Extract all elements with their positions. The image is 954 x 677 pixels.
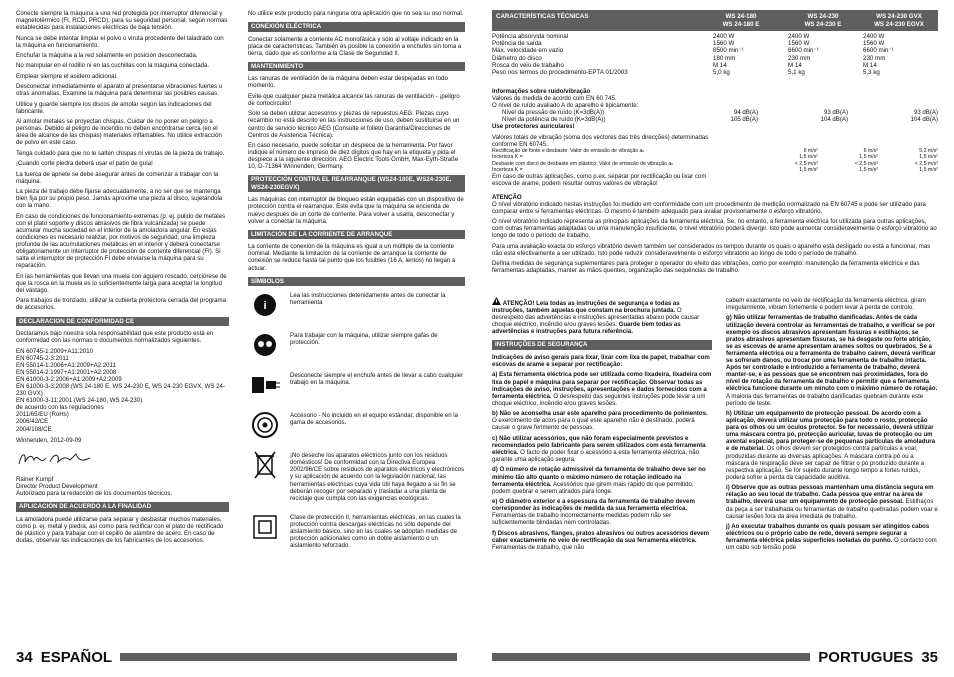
noise-intro-1: Valores de medida de acordo com EN 60 745.: [492, 95, 617, 103]
att-p3: Para uma avaliação exacta do esforço vibratório devem também ser considerados os tempos durante os quais o aparelho está desligado ou está a funcionar, mas não está efectivamente a ser utilizado. Isto pode reduzir consideravelmente o esforço vibratório ao longo de todo o período de trabalho.: [492, 242, 931, 257]
spec-row: [492, 55, 938, 62]
spec-value: 1560 W: [713, 40, 735, 48]
safety-list-2: [726, 297, 938, 551]
vib-value: 1,5 m/s²: [919, 154, 938, 161]
es-paragraph: Desconectar inmediatamente el aparato al presentarse vibraciones fuertes u otras anomalías. Examine la máquina para determinar las posibles causas.: [16, 83, 223, 98]
vib-value: 5,2 m/s²: [919, 147, 938, 154]
svg-text:i: i: [263, 300, 267, 313]
att-p2: O nível vibratório indicado representa as principais aplicações da ferramenta eléctrica. Se, no entanto, a ferramenta eléctrica for utilizada para outras aplicações, com outras ferramentas adaptadas ou uma manutenção insuficiente, o nível vibratório poderá divergir. Isto pode aumentar consideravelmente o esforço vibratório ao longo de todo o período de trabalho.: [492, 218, 937, 240]
vib-value: 1,5 m/s²: [919, 166, 938, 173]
noise-section: [492, 88, 938, 278]
signer-role: Director Product Development: [16, 482, 98, 490]
restart-title: PROTECCIÓN CONTRA EL REARRANQUE (WS24-180E, WS24-230E, WS24-230EGVX): [248, 175, 465, 192]
safety-text: O desrespeito das seguintes instruções pode levar a um choque eléctrico, incêndio e/ou graves lesões.: [492, 392, 706, 407]
weee-bin-icon: [248, 450, 282, 480]
conn-text: Conectar solamente a corriente AC monofásica y sólo al voltaje indicado en la placa de características. También es posible la conexión a enchufes sin toma a tierra, dado que es conforme a la Clase de Seguridad II.: [248, 35, 462, 57]
es-paragraph: En las herramientas que llevan una muela con agujero roscado, cerciórese de que la rosca en la muela es lo suficientemente larga para aceptar la longitud del vástago.: [16, 272, 227, 294]
safety-item: [492, 498, 712, 526]
noise-name: Nível da pressão de ruído (K=3dB(A)): [502, 109, 605, 117]
safety-text: Os olhos devem ser protegidos contra partículas a voar, produzidas durante as diversas aplicações. A máscara contra pó ou a máscara de respiração deve ser capaz de filtrar o pó produzido durante a respectiva aplicação. Se for sujeito durante longo tempo a fortes ruídos, poderá sofrer a perda da capacidade auditiva.: [726, 445, 925, 481]
footer-left: [16, 648, 465, 666]
spec-value: M 14: [713, 61, 727, 69]
ear-protection: Use protectores auriculares!: [492, 123, 575, 131]
safety-text: O facto de poder fixar o acessório a esta ferramenta eléctrica, não garante uma aplicação segura.: [492, 448, 699, 464]
es-paragraph: Nunca se debe intentar limpiar el polvo o viruta procedente del taladrado con la máquina en funcionamiento.: [16, 34, 224, 49]
noise-value: 105 dB(A): [730, 116, 758, 124]
symbol-row: Accesorio - No incluido en el equipo estándar, disponible en la gama de accesorios.: [248, 410, 465, 440]
safety-text: O contacto com um cabo sob tensão pode: [726, 537, 937, 552]
spec-name: Peso nos termos do procedimento-EPTA 01/2003: [492, 69, 628, 77]
standard-item: 2011/65/EU (RoHs): [16, 411, 69, 419]
standard-item: 2004/108/CE: [16, 425, 52, 433]
vib-value: 1,5 m/s²: [859, 154, 878, 161]
safety-item: [492, 466, 712, 494]
es-paragraph: Utilice y guarde siempre los discos de amolar según las indicaciones del fabricante.: [16, 100, 212, 115]
es-column-1: [16, 10, 229, 547]
noise-title: Informações sobre ruído/vibração: [492, 88, 591, 95]
standard-item: EN 55014-2:1997+A1:2001+A2:2008: [16, 368, 117, 376]
spec-row: [492, 33, 938, 40]
symbol-row: Desconecte siempre el enchufe antes de llevar a cabo cualquier trabajo en la máquina.: [248, 370, 465, 400]
noise-rows: [492, 109, 938, 123]
safety-bold: j) Ao executar trabalhos durante os quais possam ser atingidos cabos eléctricos ou o próprio cabo de rede, deverá sempre segurar a ferramenta eléctrica pelas superfícies isoladas do punho.: [726, 523, 930, 545]
spec-value: M 14: [863, 61, 877, 69]
vib-value: < 2,5 m/s²: [794, 160, 818, 167]
maint-p1: Las ranuras de ventilación de la máquina deben estar despejadas en todo momento.: [248, 75, 448, 90]
limit-title: LIMITACIÓN DE LA CORRIENTE DE ARRANQUE: [248, 230, 465, 240]
signer-name: Rainer Kumpf: [16, 475, 54, 483]
maint-title: MANTENIMIENTO: [248, 62, 465, 72]
safety-title: INSTRUÇÕES DE SEGURANÇA: [492, 340, 712, 350]
vib-value: 1,5 m/s²: [799, 166, 818, 173]
standard-item: EN 55014-1:2006+A1:2009+A2:2011: [16, 361, 116, 369]
safety-item: [492, 354, 712, 368]
noise-row: [492, 116, 938, 123]
safety-bold: b) Não se aconselha usar este aparelho para procedimento de polimentos.: [492, 410, 708, 418]
safety-bold: d) O número de rotação admissível da ferramenta de trabalho deve ser no mínimo tão alto quanto o máximo número de rotação indicado na ferramenta eléctrica.: [492, 466, 706, 488]
es-column-2: [248, 10, 465, 559]
unplug-icon: [248, 370, 282, 400]
limit-text: La corriente de conexión de la máquina es igual a un múltiple de la corriente nominal. Mediante la limitación de la corriente de arranque la corriente de conexión se reduce hasta tal punto que los fusibles (16 A, lentos) no llegan a actuar.: [248, 243, 456, 272]
spec-value: 180 mm: [713, 54, 736, 62]
warning-icon: [492, 297, 501, 305]
spec-value: 5,0 kg: [713, 69, 730, 77]
footer-bar: [120, 653, 457, 661]
vib-value: 6 m/s²: [863, 147, 878, 154]
language-right: PORTUGUES: [818, 648, 914, 666]
standard-item: EN 61000-3-2:2006+A1:2009+A2:2009: [16, 375, 122, 383]
es-safety-paragraphs: [16, 10, 229, 312]
noise-name: Nível da potência de ruído (K=3dB(A)): [502, 116, 606, 124]
spec-name: Potência absorvida nominal: [492, 33, 569, 40]
spec-value: 1560 W: [788, 40, 810, 48]
noise-intro-2: O nível de ruído avaliado A do aparelho é tipicamente:: [492, 102, 639, 110]
spec-value: 2400 W: [788, 33, 810, 40]
safety-bold: c) Não utilizar acessórios, que não foram especialmente previstos e recomendados pelo fabricante para serem utilizados com esta ferramenta eléctrica.: [492, 434, 706, 456]
vib-value: 6 m/s²: [803, 147, 818, 154]
decl-text: Declaramos bajo nuestra sola responsabilidad que este producto está en conformidad con las normas o documentos normalizados siguientes.: [16, 330, 214, 345]
standard-item: 2006/42/CE: [16, 418, 49, 426]
use-note: No utilice este producto para ninguna otra aplicación que no sea su uso normal.: [248, 10, 464, 17]
spec-name: Máx. velocidade em vazio: [492, 47, 564, 55]
noise-values: [668, 109, 938, 116]
vib-name: Desbaste com disco de desbaste em plástico: Valor de emissão de vibração aₕ: [492, 160, 674, 167]
vib-name: Incerteza K =: [492, 166, 523, 173]
signer-auth: Autorizado para la redacción de los documentos técnicos.: [16, 490, 173, 498]
spec-value: 6600 min⁻¹: [863, 47, 894, 55]
att-p4: Defina medidas de segurança suplementares para proteger o operador do efeito das vibrações, como por exemplo: manutenção da ferramenta eléctrica e das ferramentas adaptadas, manter as mãos quentes, organização das sequências de trabalho.: [492, 260, 920, 275]
safety-item: [726, 523, 938, 551]
es-paragraph: Emplear siempre el asidero adicional.: [16, 72, 118, 80]
vib-name: Incerteza K =: [492, 154, 523, 161]
app-title: APLICACIÓN DE ACUERDO A LA FINALIDAD: [16, 502, 229, 512]
safety-text: Acessórios que girem mais rápido do que permitido, podem quebrar e serem atirados para longe.: [492, 480, 694, 495]
safety-item: [726, 484, 938, 519]
es-paragraph: Conecte siempre la máquina a una red protegida por interruptor diferencial y magnetotérmico (FI, RCD, PRCD), para su seguridad personal, según normas establecidas para instalaciones eléctricas de baja tensión.: [16, 10, 228, 32]
tech-specs: [492, 33, 938, 76]
restart-text: Las máquinas con interruptor de bloqueo están equipadas con un dispositivo de protección contra el rearranque. Este evita que la máquina se encienda de nuevo después de un corte de corriente. Para volver a usarla, desconectar y volver a conectar la máquina.: [248, 196, 464, 225]
decl-title: DECLARACION DE CONFORMIDAD CE: [16, 317, 229, 327]
decl-standards: [16, 348, 229, 433]
safety-goggles-icon: [248, 330, 282, 360]
es-paragraph: En caso de condiciones de funcionamiento extremas (p. ej. pulido de metales con el plato soporte y discos abrasivos de fibra vulcanizada) se puede acumular mucha suciedad en el interior de la amoladora angular. En estas condiciones es necesario realizar, por motivos de seguridad, una limpieza profunda de las acumulaciones metálicas en el interior y deberá conectarse obligatoriamente un interruptor de protección de corriente diferencial (FI). Si salta el interruptor de protección FI debe enviarse la máquina para su reparación.: [16, 212, 226, 270]
symbol-row: i Lea las instrucciones detenidamente antes de conectar la herramienta: [248, 290, 465, 320]
noise-value: 104 dB(A): [910, 116, 938, 124]
spec-value: 230 mm: [788, 54, 811, 62]
safety-bold: h) Utilizar um equipamento de protecção pessoal. De acordo com a aplicação, deverá utilizar uma protecção para todo o rosto, protecção para os olhos ou um óculos protector. Se for necessário, deverá utilizar uma máscara contra pó, protecção auricular, luvas de protecção ou um avental especial, para proteger-se de pequenas partículas de amoladura e de material.: [726, 410, 935, 453]
es-paragraph: No manipular en el rodillo ni en las cuchillas con la máquina conectada.: [16, 62, 210, 70]
att-p1: O nível vibratório indicado nestas instruções foi medido em conformidade com um procedimento de medição normalizado na EN 60745 e pode ser utilizado para comparar entre si ferramentas eléctricas. O mesmo é também adequado para avaliar provisoriamente o esforço vibratório.: [492, 200, 926, 215]
language-left: ESPAÑOL: [40, 648, 113, 666]
es-paragraph: ¡Cuando corte piedra deberá usar el patín de guía!: [16, 160, 153, 168]
safety-bold: f) Discos abrasivos, flanges, pratos abrasivos ou outros acessórios devem caber exactamente no veio de rectificação da sua ferramenta eléctrica.: [492, 529, 710, 544]
footer-right: [492, 648, 938, 666]
vib-name: Rectificação de fonte e desbaste: Valor de emissão de vibração aₕ: [492, 147, 645, 154]
noise-value: 94 dB(A): [733, 109, 758, 117]
safety-text: Ferramentas de trabalho, que não: [492, 544, 585, 551]
warning-block: ATENÇÃO! Leia todas as instruções de segurança e todas as instruções, também aquelas que constam na brochura juntada. O desrespeito das advertências e instruções apresentadas abaixo pode causar choque eléctrico, incêndio e/ou graves lesões. Guarde bem todas as advertências e instruções para futura referência.: [492, 297, 712, 335]
safety-item: [492, 410, 712, 431]
spec-value: 8500 min⁻¹: [713, 47, 744, 55]
spec-name: Diâmetro do disco: [492, 54, 542, 62]
maint-p2: Evite que cualquier pieza metálica alcance las ranuras de ventilación - ¡peligro de cortocircuito!: [248, 92, 460, 107]
vib-intro: Valores totais de vibração (soma dos vectores das três direcções) determinadas conforme EN 60745.: [492, 133, 709, 148]
symbols-title: SÍMBOLOS: [248, 277, 465, 287]
standard-item: EN 61000-3-3:2008 (WS 24-180 E, WS 24-230 E, WS 24-230 EGVX, WS 24-230 GVX): [16, 382, 225, 398]
safety-bold: i) Observe que as outras pessoas mantenham uma distância segura em relação ao seu local de trabalho. Cada pessoa que entrar na área de trabalho, deverá usar um equipamento de protecção pessoal.: [726, 484, 934, 506]
standard-item: de acuerdo con las regulaciones: [16, 404, 104, 412]
signature: [16, 448, 96, 470]
safety-item: [492, 435, 712, 463]
spec-row: [492, 40, 938, 47]
spec-value: M 14: [788, 61, 802, 69]
noise-row: [492, 109, 938, 116]
app-text: La amoladora puede utilizarse para separar y desbastar muchos materiales, como p. ej. metal y piedra, así como para rectificar con el plato de rectificado de plástico y para trabajar con el cepillo de alambre de acero. En caso de dudas, observar las indicaciones de los fabricantes de los accesorios.: [16, 515, 224, 544]
es-paragraph: Enchufar la máquina a la red solamente en posición desconectada.: [16, 52, 198, 60]
safety-item: [726, 297, 938, 311]
es-paragraph: Para trabajos de tronzado, utilizar la cubierta protectora cerrada del programa de accesorios.: [16, 297, 227, 312]
spec-name: Potência de saída: [492, 40, 542, 48]
vib-value: < 2,5 m/s²: [914, 160, 938, 167]
decl-place: Winnenden, 2012-09-09: [16, 436, 82, 444]
safety-bold: g) Não utilizar ferramentas de trabalho danificadas. Antes de cada utilização deverá controlar as ferramentas de trabalho, e verificar se por exemplo os discos abrasivos apresentam fissuras e estilhaços, se pratos abrasivos apresentam fissuras, se há desgaste ou forte atrição, se as escovas de arame apresentam arames soltos ou quebrados. Se a ferramenta eléctrica ou a ferramenta de trabalho caírem, deverá verificar se sofreram danos, ou trocar por uma ferramenta de trabalho intacta. Após ter controlado e introduzido a ferramenta de trabalho, deverá manter-se, e as pessoas que se encontrem nas proximidades, fora do nível de rotação da ferramenta de trabalho e permitir que a ferramenta eléctrica funcione durante um minuto com o máximo número de rotação.: [726, 314, 938, 393]
symbol-row: Clase de protección II, herramientas eléctricas, en las cuales la protección contra descargas eléctricas no sólo depende del aislamiento básico, sino en las cuales se adoptan medidas de protección adicionales como un doble aislamiento o un aislamiento reforzado.: [248, 512, 465, 549]
tech-title: CARACTERÍSTICAS TÉCNICAS: [496, 13, 589, 20]
es-paragraph: Al amolar metales se proyectan chispas. Cuidar de no poner en peligro a personas. Debido al peligro de incendio no deben encontrarse cerca (en el área de alcance de las chispas) materiales inflamables. No utilice extracción de polvo en este caso.: [16, 118, 222, 147]
model-col-2: WS 24-230 WS 24-230 E: [804, 13, 842, 28]
vib-other: Em caso de outras aplicações, como p.ex. separar por rectificação ou lixar com escova de arame, podem resultar outros valores de vibração!: [492, 173, 707, 188]
pt-column-4: [726, 297, 938, 555]
spec-row: [492, 62, 938, 69]
vib-value: 1,5 m/s²: [799, 154, 818, 161]
page-number-right: 35: [921, 648, 938, 666]
noise-value: 93 dB(A): [913, 109, 938, 117]
standard-item: EN 61000-3-11:2001 (WS 24-180, WS 24-230): [16, 397, 143, 405]
footer-bar: [492, 653, 810, 661]
safety-item: [726, 314, 938, 406]
spec-row: [492, 47, 938, 54]
safety-text: Ferramentas de trabalho incorrectamente medidas podem não ser suficientemente blindadas nem controladas.: [492, 512, 672, 527]
class-ii-icon: [248, 512, 282, 542]
model-col-3: WS 24-230 GVX WS 24-230 EGVX: [874, 13, 924, 28]
noise-value: 104 dB(A): [820, 116, 848, 124]
maint-p3: Solo se deben utilizar accesorios y piezas de repuestos AEG. Piezas cuyo recambio no está descrito en las instrucciones de uso, deben sustituirse en un centro de servicio técnico AEG (Consulte el folleto Garantía/Direcciones de Centros de Asistencia Técnica).: [248, 110, 460, 139]
safety-text: A maioria das ferramentas de trabalho danificadas quebram durante este período de teste.: [726, 392, 924, 407]
maint-p4: En caso necesario, puede solicitar un despiece de la herramienta. Por favor indique el número de impreso de diez dígitos que hay en la etiqueta y pida el despiece a la siguiente dirección: AEG Electric Tools GmbH, Max-Eyth-Straße 10, D-71364 Winnenden, Germany.: [248, 142, 459, 171]
es-paragraph: Tenga cuidado para que no le salten chispas ni virutas de la pieza de trabajo.: [16, 149, 225, 157]
noise-value: 93 dB(A): [823, 109, 848, 117]
standard-item: EN 60745-2-3:2011: [16, 354, 69, 362]
spec-value: 2400 W: [713, 33, 735, 40]
conn-title: CONEXIÓN ELÉCTRICA: [248, 22, 465, 32]
spec-value: 6600 min⁻¹: [788, 47, 819, 55]
safety-item: [492, 530, 712, 551]
symbol-row: ¡No deseche los aparatos eléctricos junto con los residuos domésticos! De conformidad con la Directiva Europea 2002/96/CE sobre residuos de aparatos eléctricos y electrónicos y su aplicación de acuerdo con la legislación nacional, las herramientas eléctricas cuya vida útil haya llegado a su fin se deberán recoger por separado y trasladar a una planta de reciclaje que cumpla con las exigencias ecológicas.: [248, 450, 465, 502]
safety-list-1: [492, 354, 712, 551]
symbol-row: Para trabajar con la máquina, utilizar siempre gafas de protección.: [248, 330, 465, 360]
standard-item: EN 60745-1:2009+A11:2010: [16, 347, 93, 355]
safety-text: Estilhaços da peça a ser trabalhada ou ferramentas de trabalho quebradas podem voar e causar lesões fora da área imediata de trabalho.: [726, 498, 938, 520]
noise-values: [668, 116, 938, 123]
safety-item: [492, 371, 712, 406]
spec-value: 230 mm: [863, 54, 886, 62]
spec-row: [492, 69, 938, 76]
safety-text: O exercimento de actos para o qual este aparelho não é destinado, poderá causar o grave ferimento de pessoas.: [492, 417, 695, 432]
vib-value: 1,5 m/s²: [859, 166, 878, 173]
read-manual-icon: [248, 290, 282, 320]
safety-bold: a) Esta ferramenta eléctrica pode ser utilizada como lixadeira, lixadeira com lixa de papel e máquina para separar por rectificação. Observar todas as indicações de aviso, instruções, apresentações e dados fornecidos com a ferramenta eléctrica.: [492, 371, 712, 400]
es-paragraph: La tuerca de apriete se debe asegurar antes de comenzar a trabajar con la máquina.: [16, 170, 219, 185]
safety-bold: Indicações de aviso gerais para lixar, lixar com lixa de papel, trabalhar com escovas de arame e separar por rectificação:: [492, 353, 710, 369]
es-paragraph: La pieza de trabajo debe fijarse adecuadamente, a no ser que se mantenga bien fija por su propio peso. Jamás aproxime una pieza al disco, sujetándola con la mano.: [16, 188, 223, 210]
accessory-disc-icon: [248, 410, 282, 440]
spec-value: 1560 W: [863, 40, 885, 48]
spec-value: 5,3 kg: [863, 69, 880, 77]
spec-value: 2400 W: [863, 33, 885, 40]
vib-value: < 2,5 m/s²: [854, 160, 878, 167]
att-title: ATENÇÃO: [492, 193, 522, 201]
tech-header: [492, 10, 938, 31]
spec-value: 5,1 kg: [788, 69, 805, 77]
page-number-left: 34: [16, 648, 33, 666]
safety-item: [726, 410, 938, 481]
vib-rows: [492, 148, 938, 174]
safety-text: cabem exactamente no veio de rectificação da ferramenta eléctrica, giram irregularmente, vibram fortemente e podem levar à perda de controlo.: [726, 297, 926, 312]
model-col-1: WS 24-180 WS 24-180 E: [722, 13, 760, 28]
pt-column-3: [492, 297, 712, 554]
safety-bold: e) O diâmetro exterior e a espessura da ferramenta de trabalho devem corresponder às indicações de medida da sua ferramenta eléctrica.: [492, 498, 695, 513]
spec-name: Rosca do veio de trabalho: [492, 61, 564, 69]
